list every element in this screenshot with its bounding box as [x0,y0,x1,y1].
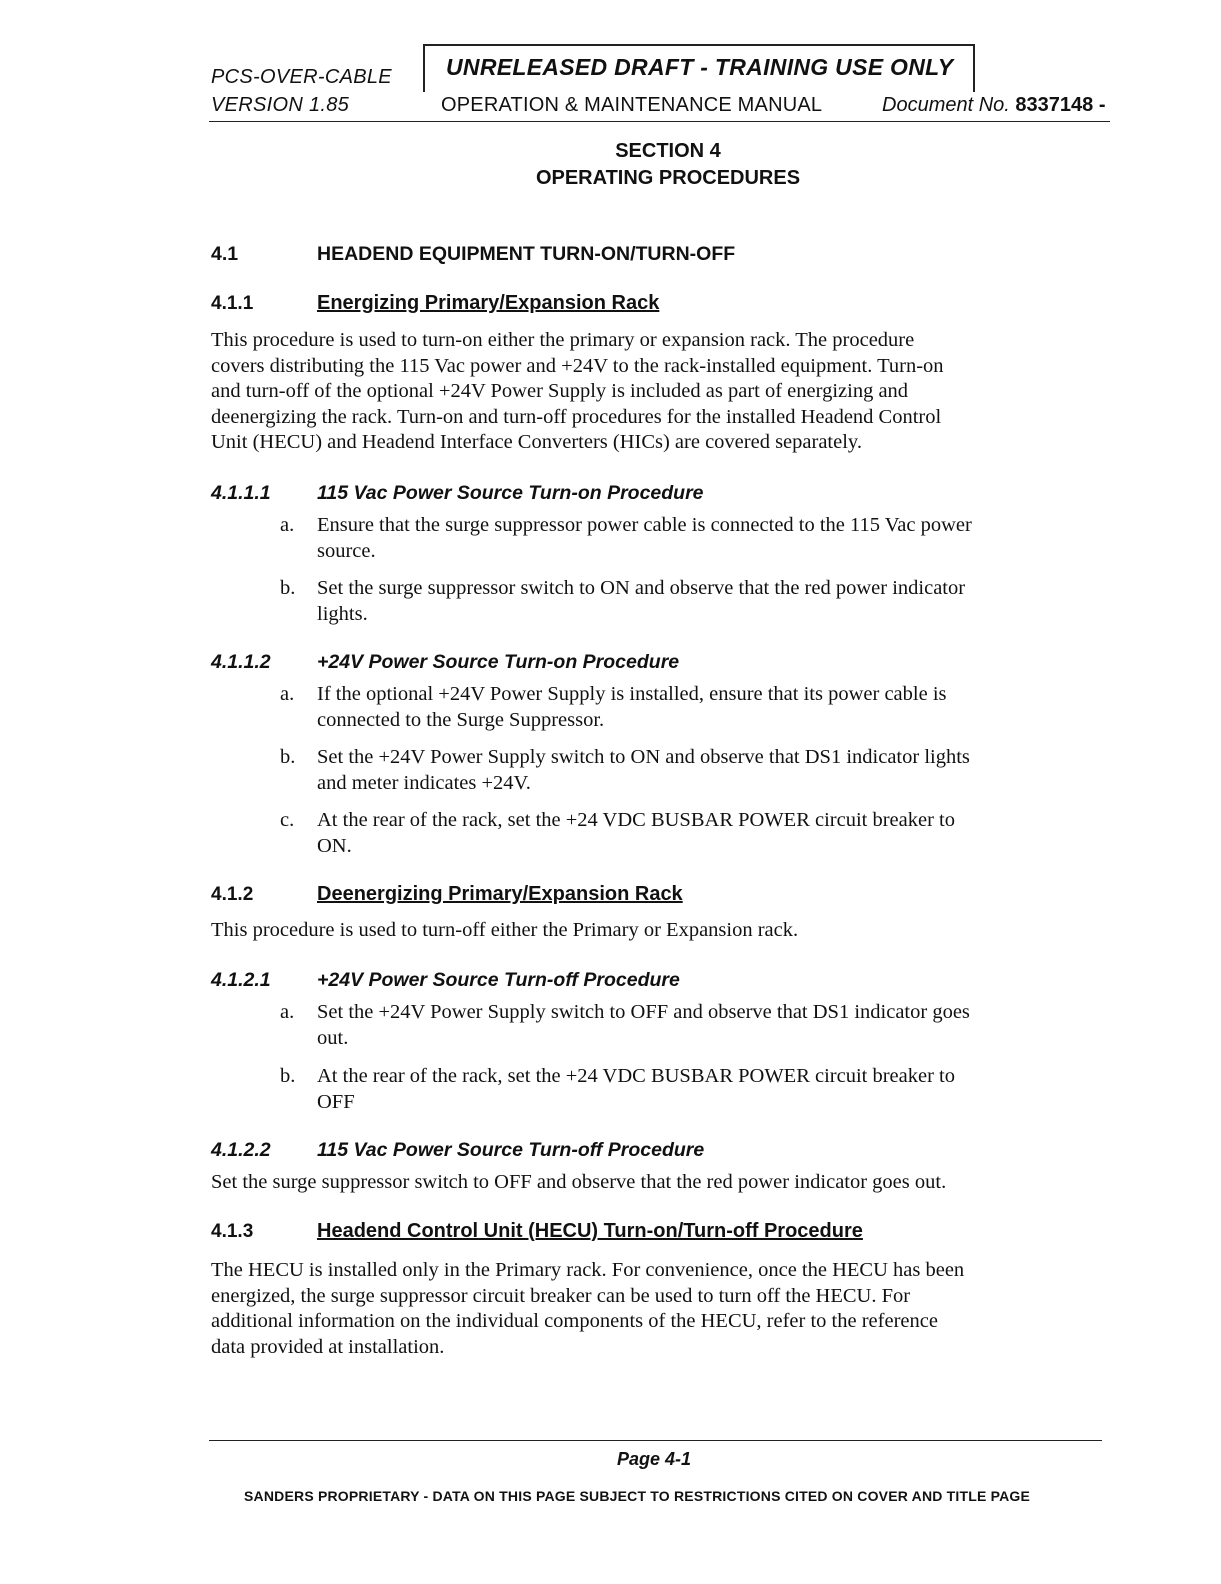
step-item [280,512,1147,564]
heading-4-1-2-2-title: 115 Vac Power Source Turn-off Procedure [317,1139,705,1161]
heading-4-1-1-1-number: 4.1.1.1 [211,482,271,504]
step-item [280,807,1147,859]
paragraph-4-1-1 [211,328,1141,456]
step-line: Ensure that the surge suppressor power cable is connected to the 115 Vac power [317,514,972,536]
version-label: VERSION 1.85 [211,94,350,116]
paragraph-line: This procedure is used to turn-on either the primary or expansion rack. The procedure [211,329,915,351]
manual-title: OPERATION & MAINTENANCE MANUAL [441,94,823,116]
step-item [280,999,1147,1051]
step-letter: a. [280,514,295,536]
section-number: SECTION 4 [615,140,721,162]
step-item [280,575,1147,627]
step-letter: b. [280,577,296,599]
step-line: At the rear of the rack, set the +24 VDC BUSBAR POWER circuit breaker to [317,809,955,831]
step-line: connected to the Surge Suppressor. [317,709,605,731]
heading-4-1-number: 4.1 [211,243,239,265]
paragraph-line: data provided at installation. [211,1335,445,1358]
paragraph-line: covers distributing the 115 Vac power and +24V to the rack-installed equipment. Turn-on [211,354,944,377]
heading-4-1-1-title: Energizing Primary/Expansion Rack [317,292,660,314]
step-line: Set the +24V Power Supply switch to ON and observe that DS1 indicator lights [317,746,970,768]
step-line: and meter indicates +24V. [317,772,531,794]
heading-4-1-3-title: Headend Control Unit (HECU) Turn-on/Turn-off Procedure [317,1220,863,1242]
doc-label: Document No. [882,94,1010,116]
paragraph-line: energized, the surge suppressor circuit breaker can be used to turn off the HECU. For [211,1284,911,1307]
paragraph-line: deenergizing the rack. Turn-on and turn-off procedures for the installed Headend Control [211,405,942,428]
heading-4-1-1-number: 4.1.1 [211,293,254,314]
doc-number: 8337148 - [1015,94,1106,116]
heading-4-1-title: HEADEND EQUIPMENT TURN-ON/TURN-OFF [317,243,736,265]
heading-4-1-1-2-number: 4.1.1.2 [211,651,271,673]
step-letter: a. [280,1001,295,1023]
step-item [280,744,1147,796]
proprietary-notice: SANDERS PROPRIETARY - DATA ON THIS PAGE SUBJECT TO RESTRICTIONS CITED ON COVER AND TITLE PAGE [244,1488,1031,1504]
step-item [280,1063,1147,1115]
step-letter: b. [280,746,296,768]
heading-4-1-2-title: Deenergizing Primary/Expansion Rack [317,883,683,905]
step-line: ON. [317,835,352,857]
paragraph-4-1-3 [211,1258,1151,1360]
heading-4-1-1-2-title: +24V Power Source Turn-on Procedure [317,651,680,673]
step-letter: a. [280,683,295,705]
step-letter: c. [280,809,295,831]
step-line: source. [317,540,376,562]
step-line: Set the surge suppressor switch to ON and observe that the red power indicator [317,577,966,599]
paragraph-line: Set the surge suppressor switch to OFF and observe that the red power indicator goes out. [211,1171,947,1193]
heading-4-1-2-2-number: 4.1.2.2 [211,1139,271,1161]
step-line: out. [317,1027,349,1049]
paragraph-4-1-2-2 [211,1170,1151,1196]
paragraph-line: The HECU is installed only in the Primary rack. For convenience, once the HECU has been [211,1259,965,1281]
heading-4-1-2-1-title: +24V Power Source Turn-off Procedure [317,969,680,991]
document-number [882,94,1105,117]
header-rule [209,121,1110,122]
heading-4-1-2-1-number: 4.1.2.1 [211,969,271,991]
paragraph-line: additional information on the individual components of the HECU, refer to the reference [211,1310,938,1332]
step-line: Set the +24V Power Supply switch to OFF and observe that DS1 indicator goes [317,1001,970,1023]
page-number: Page 4-1 [617,1449,692,1469]
section-title: OPERATING PROCEDURES [535,167,801,189]
step-line: At the rear of the rack, set the +24 VDC BUSBAR POWER circuit breaker to [317,1065,955,1087]
footer-rule [209,1440,1102,1441]
paragraph-line: Unit (HECU) and Headend Interface Converters (HICs) are covered separately. [211,431,862,453]
heading-4-1-3-number: 4.1.3 [211,1221,254,1242]
heading-4-1-2-number: 4.1.2 [211,884,254,905]
paragraph-4-1-2 [211,918,1141,944]
step-line: OFF [317,1091,355,1113]
product-name: PCS-OVER-CABLE [211,66,392,88]
heading-4-1-1-1-title: 115 Vac Power Source Turn-on Procedure [317,482,704,504]
step-line: If the optional +24V Power Supply is installed, ensure that its power cable is [317,683,947,705]
paragraph-line: and turn-off of the optional +24V Power Supply is included as part of energizing and [211,380,909,402]
paragraph-line: This procedure is used to turn-off either the Primary or Expansion rack. [211,919,799,941]
draft-banner: UNRELEASED DRAFT - TRAINING USE ONLY [446,54,954,80]
step-line: lights. [317,603,368,625]
step-item [280,681,1147,733]
step-letter: b. [280,1065,296,1087]
